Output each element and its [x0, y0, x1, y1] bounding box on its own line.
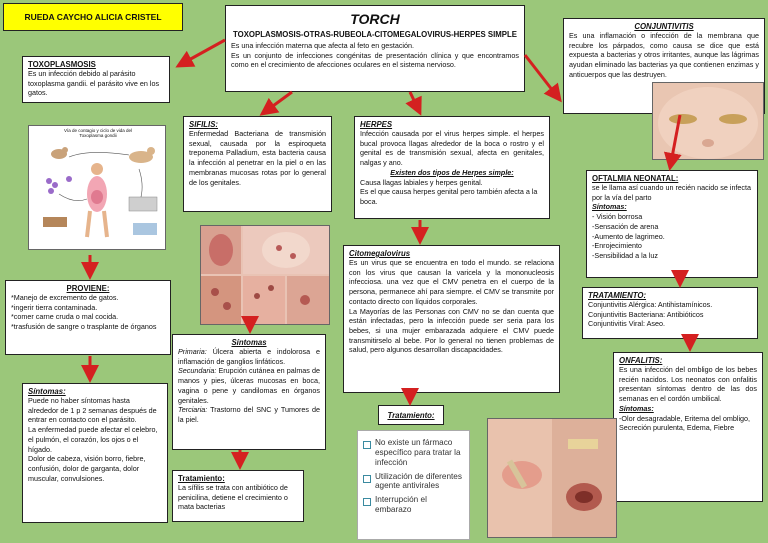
toxoplasmosis-symptoms-text2: La enfermedad puede afectar el celebro, el pulmón, el corazón, los ojos o el hígado.: [28, 425, 158, 454]
toxoplasmosis-symptoms-title: Síntomas:: [28, 387, 66, 396]
sifilis-treatment-text: La sífilis se trata con antibiótico de penicilina, detiene el crecimiento o mata bacterias: [178, 483, 288, 512]
cmv-treatment-item: No existe un fármaco específico para tratar la infección: [363, 438, 464, 468]
proviene-item: *trasfusión de sangre o trasplante de órganos: [11, 322, 157, 332]
oftalmia-symptoms-title: Síntomas:: [592, 202, 627, 212]
arrow-to-toxoplasmosis: [178, 40, 225, 66]
sifilis-text: Enfermedad Bacteriana de transmisión sexual, causada por la espiroqueta treponema Palladium, esta bacteria causa la infección al penetrar en la piel o en las membranas mucosas rotas por lo general de los genitales.: [189, 129, 326, 187]
torch-subtitle: TOXOPLASMOSIS-OTRAS-RUBEOLA-CITOMEGALOVIRUS-HERPES SIMPLE: [233, 30, 517, 39]
cmv-treatment-item: Utilización de diferentes agente antivirales: [363, 472, 464, 492]
citomegalovirus-title: Citomegalovirus: [349, 249, 411, 258]
oftalmia-symptom: - Visión borrosa: [592, 212, 643, 222]
primaria-text: Úlcera abierta e indolorosa e inflamación de ganglios linfáticos.: [178, 347, 320, 366]
secundaria-label: Secundaria:: [178, 366, 217, 376]
sifilis-treatment-title: Tratamiento:: [178, 474, 225, 483]
secundaria-text: Erupción cutánea en palmas de manos y pies, úlceras mucosas en boca, vagina o pene y candilomas en órganos genitales.: [178, 366, 320, 405]
proviene-item: *ingerir tierra contaminada.: [11, 302, 98, 312]
onfalitis-symptoms-title: Síntomas:: [619, 403, 654, 413]
herpes-type-2: Es el que causa herpes genital pero también afecta a la boca.: [360, 187, 538, 207]
toxoplasmosis-text: Es un infección debido al parásito toxoplasma gandii. el parásito vive en los gatos.: [28, 69, 160, 98]
oftalmia-symptom: -Sensación de arena: [592, 221, 659, 231]
toxoplasmosis-symptoms-text3: Dolor de cabeza, visión borro, fiebre, confusión, dolor de garganta, dolor muscular, convulsiones.: [28, 454, 146, 483]
herpes-text: Infección causada por el virus herpes simple. el herpes bucal provoca llagas alrededor de la boca o rostro y el genital es de transmisión sexual, afecta en genitales, nalgas y ano.: [360, 129, 544, 168]
arrow-to-conjuntivitis: [525, 55, 560, 100]
proviene-title: PROVIENE:: [66, 284, 110, 293]
conjuntivitis-text: Es una inflamación o infección de la membrana que recubre los párpados, como causa se dice que está expuesta a bacterias y otros irritantes, aunque las lágrimas ayudan eliminado las bacterias ya que contienen enzimas y anticuerpos que las destruyen.: [569, 31, 759, 79]
oftalmia-treatment-title: TRATAMIENTO:: [588, 291, 647, 300]
citomegalovirus-text2: La Mayorías de las Personas con CMV no se dan cuenta que están infectadas, pero la infección puede ser seria para los bebes, si una mujer embarazada adquiere el CMV puede transmitirselo al bebe. Por lo general no tienen problemas de salud, pero algunos desarrollan discapacidades.: [349, 306, 554, 355]
onfalitis-title: ONFALITIS:: [619, 356, 663, 365]
oftalmia-treatment-item: Conjuntivitis Bacteriana: Antibióticos: [588, 309, 704, 319]
primaria-label: Primaria:: [178, 347, 207, 356]
toxoplasmosis-title: TOXOPLASMOSIS: [28, 60, 96, 69]
proviene-item: *comer carne cruda o mal cocida.: [11, 312, 119, 322]
oftalmia-treatment-item: Conjuntivitis Viral: Aseo.: [588, 319, 665, 329]
citomegalovirus-text1: Es un virus que se encuentra en todo el mundo. se relaciona con los virus que causan la varicela y la mononucleosis infecciosa. una vez que el CMV penetra en el cuerpo de la persona, permanece ahí para siempre. el CMV se transmite por contacto directo con líquidos corporales.: [349, 258, 554, 306]
proviene-item: *Manejo de excremento de gatos.: [11, 293, 119, 302]
terciaria-text: Trastorno del SNC y Tumores de la piel.: [178, 405, 320, 425]
cmv-treatment-title: Tratamiento:: [387, 410, 435, 420]
terciaria-label: Terciaria:: [178, 405, 208, 415]
herpes-title: HERPES: [360, 120, 393, 129]
toxoplasmosis-symptoms-text1: Puede no haber síntomas hasta alrededor de 1 p 2 semanas después de entrar en contacto con el parásito.: [28, 396, 157, 425]
oftalmia-title: OFTALMIA NEONATAL:: [592, 174, 679, 183]
sifilis-title: SIFILIS:: [189, 120, 219, 129]
cmv-treatment-item: Interrupción el embarazo: [363, 495, 464, 515]
author-name: RUEDA CAYCHO ALICIA CRISTEL: [24, 12, 162, 22]
herpes-type-1: Causa llagas labiales y herpes genital.: [360, 177, 483, 187]
diagram-title: Vía de contagio y ciclo de vida del Toxoplasma gondii: [63, 128, 133, 139]
oftalmia-symptom: -Aumento de lagrimeo.: [592, 231, 665, 241]
oftalmia-treatment-item: Conjuntivitis Alérgica: Antihistamínicos.: [588, 300, 713, 309]
arrow-to-sifilis: [262, 92, 292, 114]
oftalmia-text: se le llama así cuando un recién nacido se infecta por la vía del parto: [592, 183, 752, 202]
oftalmia-symptom: -Sensibilidad a la luz: [592, 251, 658, 261]
arrow-to-oftalmia: [670, 115, 680, 168]
torch-line2: Es un conjunto de infecciones congénitas de presentación clínica y que encontramos como en el crecimiento de afecciones oculares en el sistema nervioso.: [231, 50, 519, 70]
onfalitis-symptoms-text: -Olor desagradable, Eritema del ombligo, Secreción purulenta, Edema, Fiebre: [619, 413, 751, 433]
sifilis-symptoms-title: Síntomas: [231, 338, 267, 347]
oftalmia-symptom: -Enrojecimiento: [592, 241, 642, 251]
torch-line1: Es una infección materna que afecta al feto en gestación.: [231, 41, 415, 50]
torch-title: TORCH: [350, 11, 400, 27]
onfalitis-text: Es una infección del ombligo de los bebes recién nacidos. Los neonatos con onfalitis presentan síntomas dentro de las dos semanas en el cordón umbilical.: [619, 365, 757, 404]
herpes-types-title: Existen dos tipos de Herpes simple:: [390, 167, 514, 177]
conjuntivitis-title: CONJUNTIVITIS: [634, 22, 694, 31]
arrow-to-herpes: [410, 92, 420, 113]
